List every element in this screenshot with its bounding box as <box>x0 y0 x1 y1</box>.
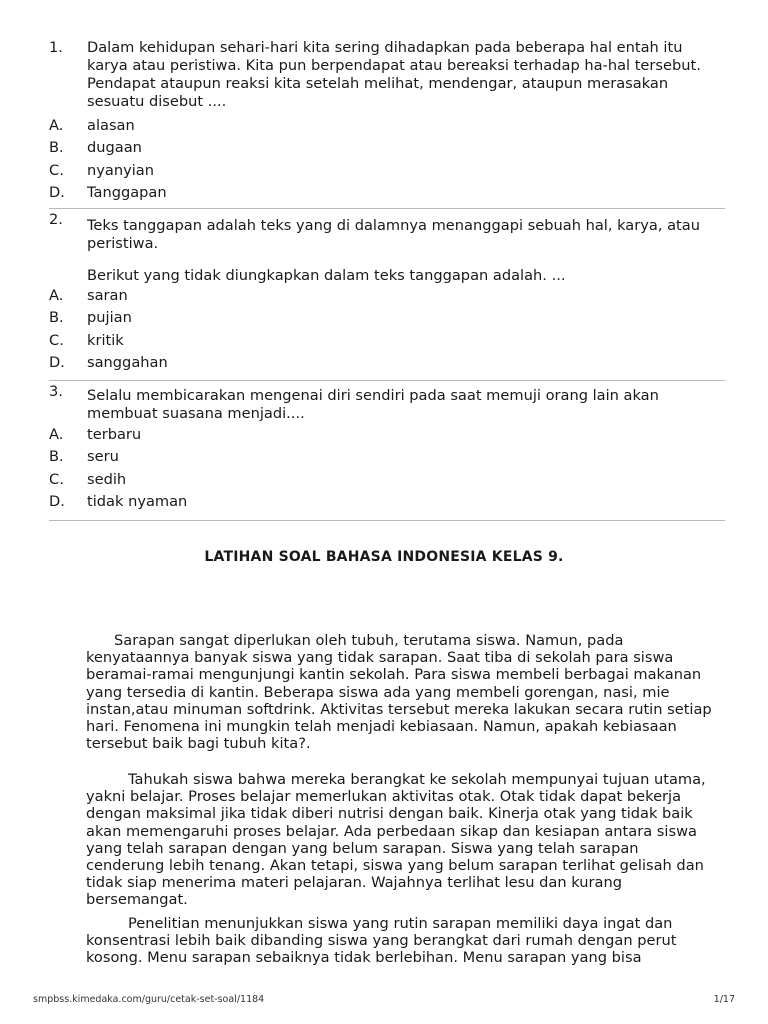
option-label: B. <box>49 139 64 157</box>
option-b <box>49 307 725 329</box>
option-d <box>49 352 725 374</box>
option-c <box>49 160 725 182</box>
option-c <box>49 330 725 352</box>
passage-paragraph-3: Penelitian menunjukkan siswa yang rutin sarapan memiliki daya ingat dan konsentrasi lebih baik dibanding siswa yang berangkat dari rumah dengan perut kosong. Menu sarapan sebaiknya tidak berlebihan. Menu sarapan yang bisa <box>86 915 677 967</box>
option-text: saran <box>87 287 128 304</box>
question-2 <box>49 211 725 374</box>
divider <box>49 208 725 209</box>
option-label: A. <box>49 287 64 304</box>
option-c <box>49 469 725 491</box>
option-label: D. <box>49 183 65 201</box>
passage-paragraph-1: Sarapan sangat diperlukan oleh tubuh, terutama siswa. Namun, pada kenyataannya banyak siswa yang tidak sarapan. Saat tiba di sekolah para siswa beramai-ramai mengunjungi kantin sekolah. Para siswa membeli berbagai makanan yang tersedia di kantin. Beberapa siswa ada yang membeli gorengan, nasi, mie instan,atau minuman softdrink. Aktivitas tersebut mereka lakukan secara rutin setiap hari. Fenomena ini mungkin telah menjadi kebiasaan. Namun, apakah kebiasaan tersebut baik bagi tubuh kita?. <box>86 632 712 753</box>
option-text: nyanyian <box>87 161 154 179</box>
option-text: sanggahan <box>87 353 168 371</box>
option-text: alasan <box>87 117 135 134</box>
option-label: C. <box>49 331 64 349</box>
option-a <box>49 285 725 307</box>
option-b <box>49 446 725 468</box>
option-text: terbaru <box>87 426 142 443</box>
footer-url: smpbss.kimedaka.com/guru/cetak-set-soal/1184 <box>33 994 265 1005</box>
option-text: Tanggapan <box>87 183 167 201</box>
option-label: C. <box>49 161 64 179</box>
option-a <box>49 424 725 446</box>
option-label: A. <box>49 117 64 134</box>
option-d <box>49 182 725 204</box>
option-label: A. <box>49 426 64 443</box>
option-b <box>49 137 725 159</box>
page-number: 1/17 <box>713 994 735 1005</box>
option-label: B. <box>49 448 64 466</box>
option-text: tidak nyaman <box>87 492 188 510</box>
question-3 <box>49 383 725 513</box>
option-label: D. <box>49 353 65 371</box>
question-text: Dalam kehidupan sehari-hari kita sering dihadapkan pada beberapa hal entah itu karya atau peristiwa. Kita pun berpendapat atau bereaksi terhadap ha-hal tersebut. Pendapat ataupun reaksi kita setelah melihat, mendengar, ataupun merasakan sesuatu disebut .... <box>87 39 701 110</box>
divider <box>49 380 725 381</box>
question-1 <box>49 39 725 204</box>
passage-paragraph-2: Tahukah siswa bahwa mereka berangkat ke sekolah mempunyai tujuan utama, yakni belajar. Proses belajar memerlukan aktivitas otak. Otak tidak dapat bekerja dengan maksimal jika tidak diberi nutrisi dengan baik. Kinerja otak yang tidak baik akan memengaruhi proses belajar. Ada perbedaan sikap dan kesiapan antara siswa yang telah sarapan dengan yang belum sarapan. Siswa yang telah sarapan cenderung lebih tenang. Akan tetapi, siswa yang belum sarapan terlihat gelisah dan tidak siap menerima materi pelajaran. Wajahnya terlihat lesu dan kurang bersemangat. <box>86 771 706 909</box>
option-text: sedih <box>87 470 127 488</box>
question-number: 3. <box>49 383 63 400</box>
option-label: D. <box>49 492 65 510</box>
page-title: LATIHAN SOAL BAHASA INDONESIA KELAS 9. <box>204 549 564 565</box>
option-text: seru <box>87 448 119 466</box>
question-text: Teks tanggapan adalah teks yang di dalamnya menanggapi sebuah hal, karya, atau peristiwa. <box>87 217 700 252</box>
option-text: pujian <box>87 309 132 327</box>
option-d <box>49 491 725 513</box>
option-label: C. <box>49 470 64 488</box>
option-text: dugaan <box>87 139 142 157</box>
option-label: B. <box>49 309 64 327</box>
question-subtext: Berikut yang tidak diungkapkan dalam teks tanggapan adalah. ... <box>87 267 566 284</box>
option-a <box>49 115 725 137</box>
option-text: kritik <box>87 331 124 349</box>
question-number: 1. <box>49 39 63 56</box>
divider <box>49 520 725 521</box>
question-number: 2. <box>49 211 63 228</box>
question-text: Selalu membicarakan mengenai diri sendiri pada saat memuji orang lain akan membuat suasana menjadi.... <box>87 387 659 422</box>
